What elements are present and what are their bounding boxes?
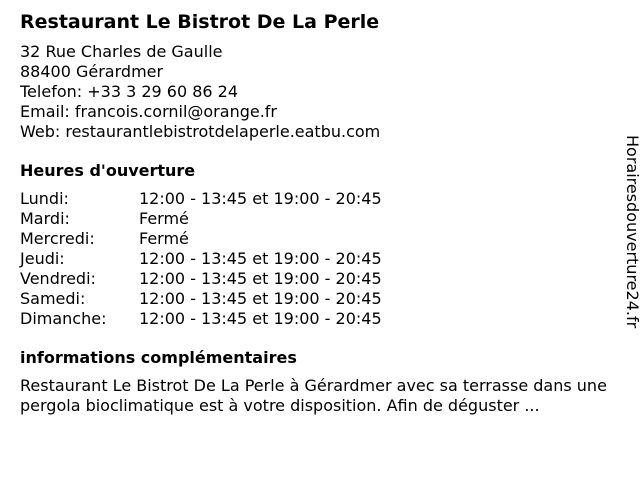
hours-time: 12:00 - 13:45 et 19:00 - 20:45: [139, 249, 382, 268]
phone-line: Telefon: +33 3 29 60 86 24: [20, 82, 239, 101]
hours-time: Fermé: [139, 209, 189, 228]
hours-row: [20, 289, 620, 309]
hours-day: Mardi:: [20, 209, 70, 228]
hours-day: Mercredi:: [20, 229, 95, 248]
hours-time: 12:00 - 13:45 et 19:00 - 20:45: [139, 189, 382, 208]
website-line: Web: restaurantlebistrotdelaperle.eatbu.com: [20, 122, 381, 141]
email-line: Email: francois.cornil@orange.fr: [20, 102, 277, 121]
hours-row: [20, 309, 620, 329]
hours-day: Lundi:: [20, 189, 69, 208]
site-brand-vertical: Horairesdouverture24.fr: [623, 135, 642, 329]
page-title: Restaurant Le Bistrot De La Perle: [20, 11, 380, 33]
hours-day: Dimanche:: [20, 309, 107, 328]
hours-time: Fermé: [139, 229, 189, 248]
address-street: 32 Rue Charles de Gaulle: [20, 42, 223, 61]
address-city: 88400 Gérardmer: [20, 62, 164, 81]
hours-row: [20, 249, 620, 269]
hours-day: Jeudi:: [20, 249, 65, 268]
hours-row: [20, 209, 620, 229]
hours-row: [20, 189, 620, 209]
hours-time: 12:00 - 13:45 et 19:00 - 20:45: [139, 289, 382, 308]
restaurant-info-card: [20, 10, 620, 416]
hours-row: [20, 269, 620, 289]
hours-day: Samedi:: [20, 289, 86, 308]
hours-time: 12:00 - 13:45 et 19:00 - 20:45: [139, 309, 382, 328]
additional-info-heading: informations complémentaires: [20, 348, 297, 367]
hours-row: [20, 229, 620, 249]
additional-info-text: Restaurant Le Bistrot De La Perle à Gérardmer avec sa terrasse dans une pergola bioclimatique est à votre disposition. Afin de déguster ...: [20, 376, 607, 415]
hours-day: Vendredi:: [20, 269, 96, 288]
opening-hours-table: [20, 189, 620, 329]
hours-time: 12:00 - 13:45 et 19:00 - 20:45: [139, 269, 382, 288]
opening-hours-heading: Heures d'ouverture: [20, 161, 196, 180]
